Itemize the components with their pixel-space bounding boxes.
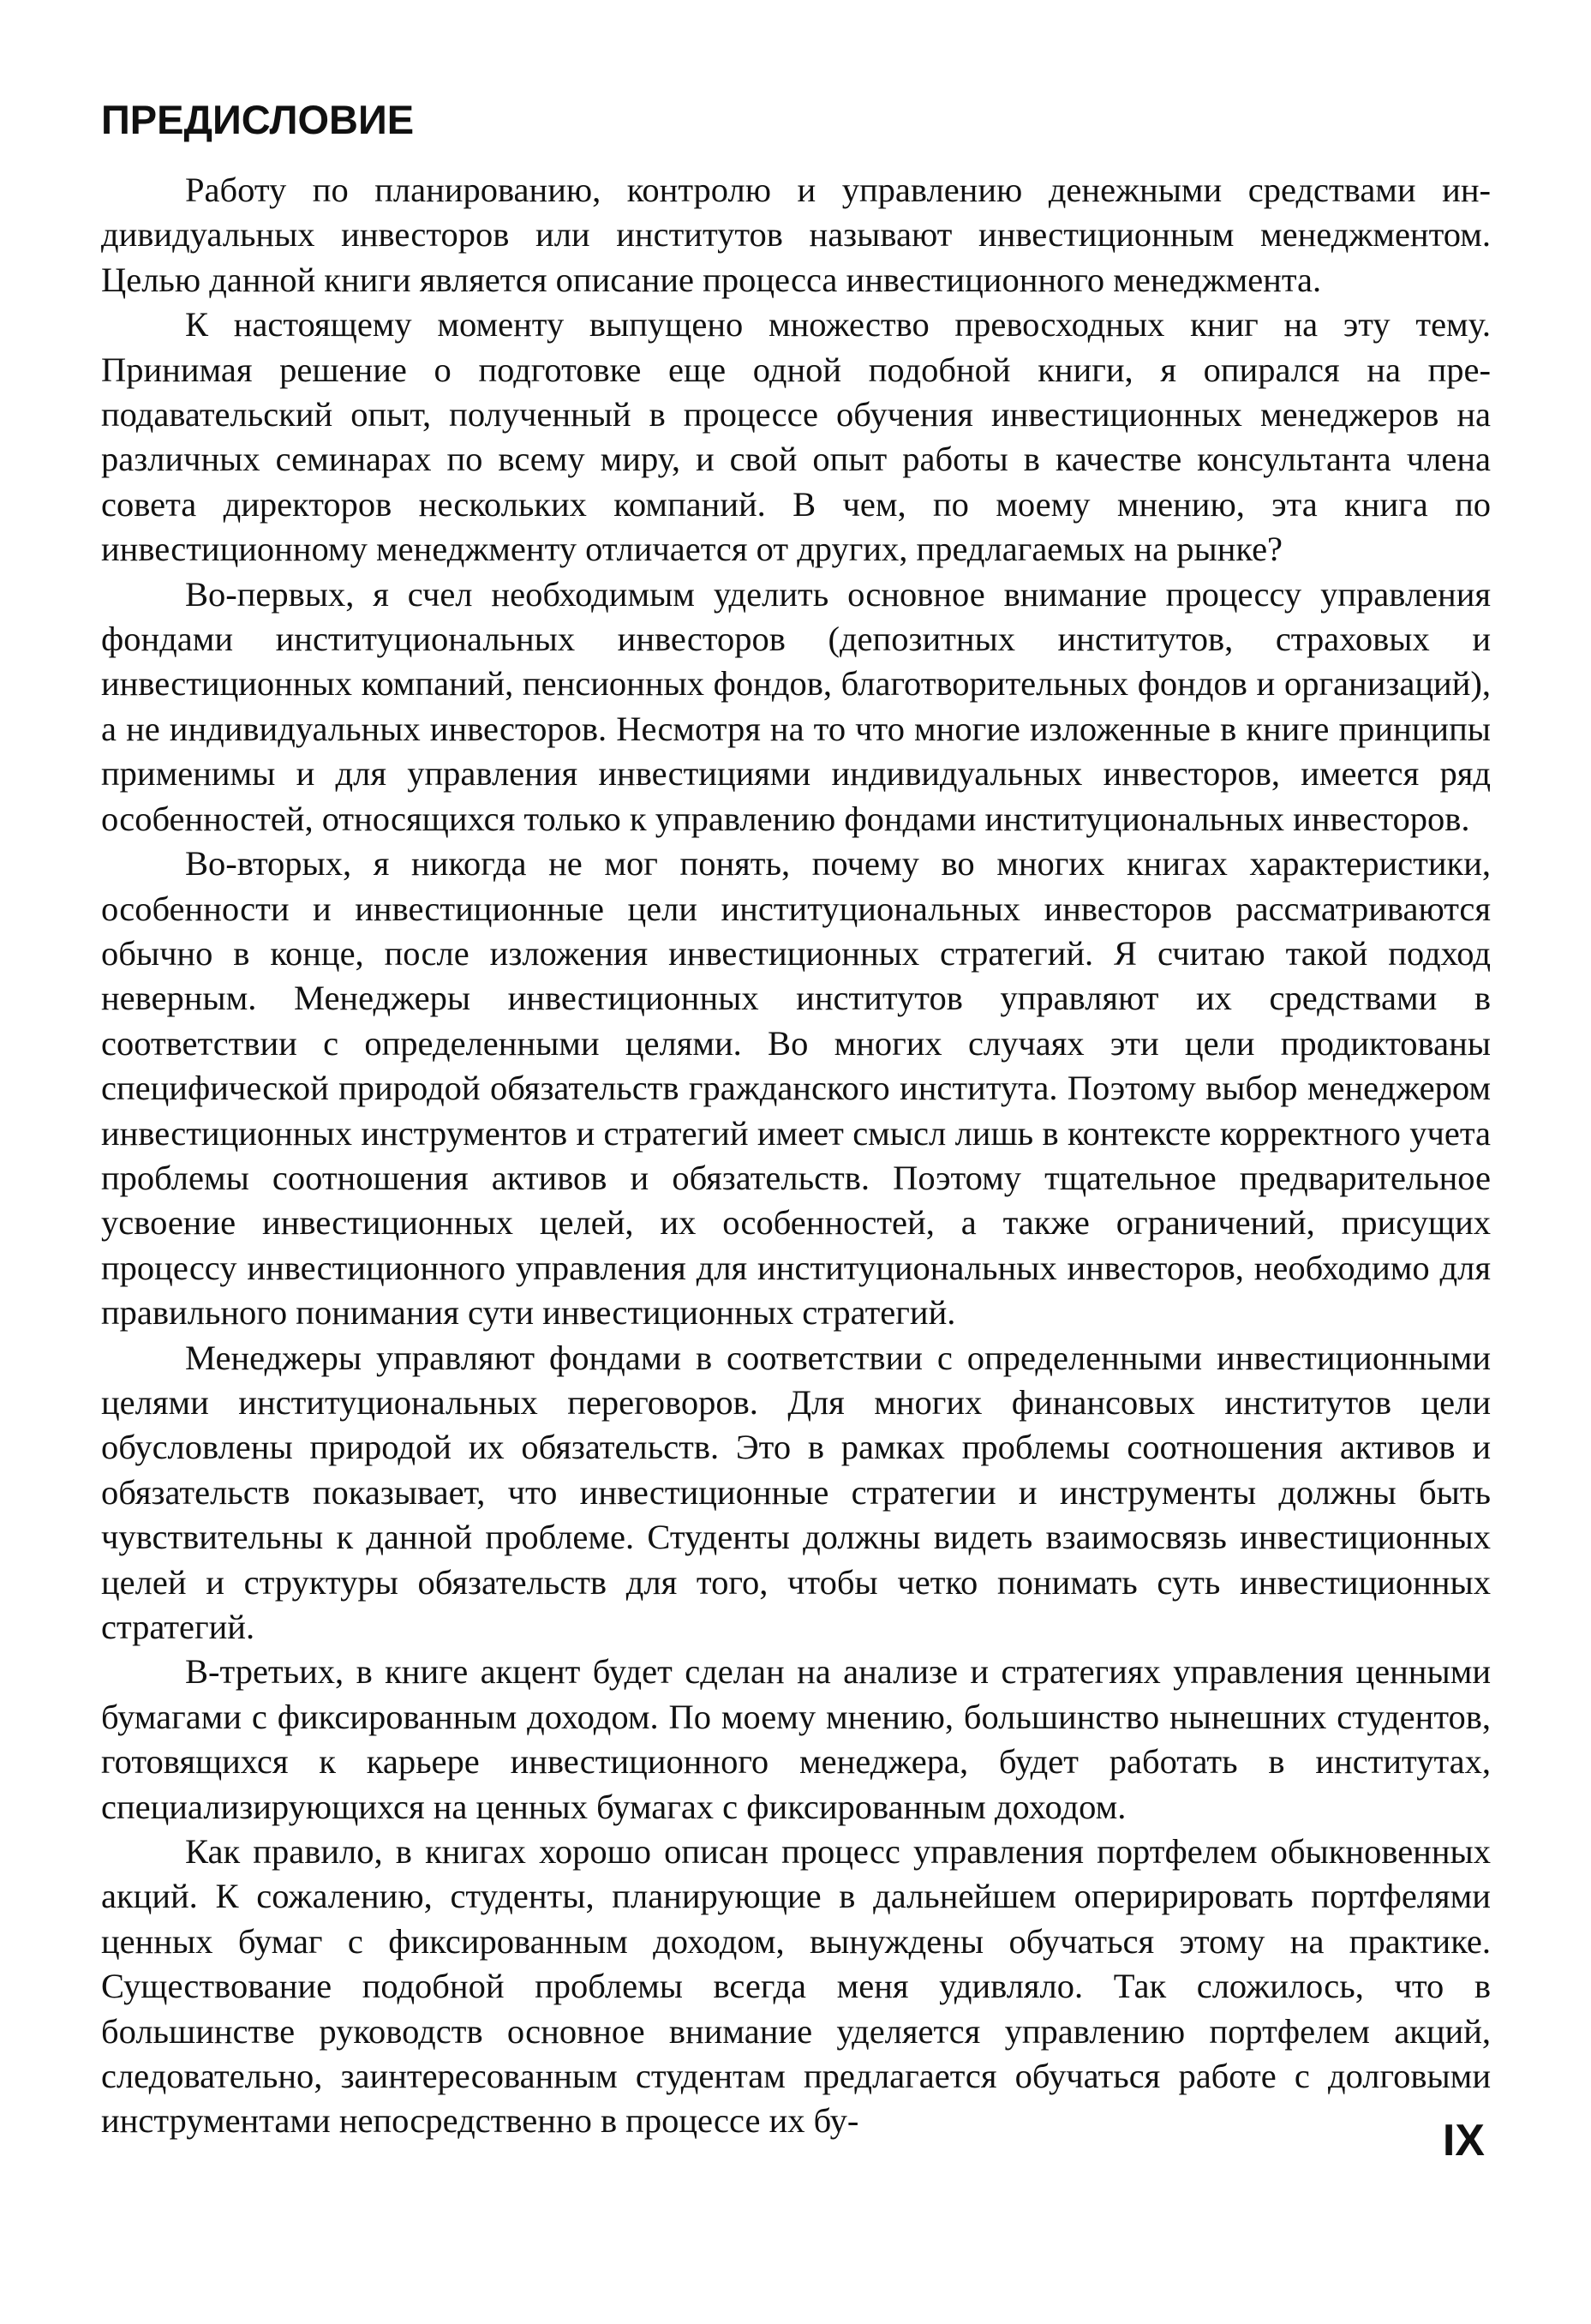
paragraph-2: К настоящему моменту выпущено множество превосходных книг на эту тему. Принимая решение о подготовке еще одной подобной книги, я опирался на преподавательский опыт, полученный в процессе обучения инвестиционных менеджеров на различных семинарах по всему миру, и свой опыт работы в качестве консультанта члена совета директоров нескольких компаний. В чем, по моему мнению, эта книга по инвестиционному менеджменту отличается от других, предлагаемых на рынке? xyxy=(101,305,1491,569)
page-content xyxy=(101,94,1491,2144)
paragraph-1: Работу по планированию, контролю и управлению денежными средствами индивидуальных инвесторов или институтов называют инвестиционным менеджментом. Целью данной книги является описание процесса инвестиционного менеджмента. xyxy=(101,171,1491,299)
paragraph-5: Менеджеры управляют фондами в соответствии с определенными инвестиционными целями институциональных переговоров. Для многих финансовых институтов цели обусловлены природой их обязательств. Это в рамках проблемы соотношения активов и обязательств показывает, что инвестиционные стратегии и инструменты должны быть чувствительны к данной проблеме. Студенты должны видеть взаимосвязь инвестиционных целей и структуры обязательств для того, чтобы четко понимать суть инвестиционных стратегий. xyxy=(101,1338,1491,1646)
paragraph-6: В-третьих, в книге акцент будет сделан на анализе и стратегиях управления ценными бумагами с фиксированным доходом. По моему мнению, большинство нынешних студентов, готовящихся к карьере инвестиционного менеджера, будет работать в институтах, специализирующихся на ценных бумагах с фиксированным доходом. xyxy=(101,1652,1491,1826)
page-number: IX xyxy=(1442,2116,1485,2165)
page-title: ПРЕДИСЛОВИЕ xyxy=(101,97,415,142)
body-text xyxy=(101,168,1491,2144)
paragraph-3: Во-первых, я счел необходимым уделить основное внимание процессу управления фондами институциональных инвесторов (депозитных институтов, страховых и инвестиционных компаний, пенсионных фондов, благотворительных фондов и организаций), а не индивидуальных инвесторов. Несмотря на то что многие изложенные в книге принципы применимы и для управления инвестициями индивидуальных инвесторов, имеется ряд особенностей, относящихся только к управлению фондами институциональных инвесторов. xyxy=(101,574,1491,838)
paragraph-4: Во-вторых, я никогда не мог понять, почему во многих книгах характеристики, особенности и инвестиционные цели институциональных инвесторов рассматриваются обычно в конце, после изложения инвестиционных стратегий. Я считаю такой подход неверным. Менеджеры инвестиционных институтов управляют их средствами в соответствии с определенными целями. Во многих случаях эти цели продиктованы специфической природой обязательств гражданского института. Поэтому выбор менеджером инвестиционных инструментов и стратегий имеет смысл лишь в контексте корректного учета проблемы соотношения активов и обязательств. Поэтому тщательное предварительное усвоение инвестиционных целей, их особенностей, а также ограничений, присущих процессу инвестиционного управления для институциональных инвесторов, необходимо для правильного понимания сути инвестиционных стратегий. xyxy=(101,844,1491,1333)
paragraph-7: Как правило, в книгах хорошо описан процесс управления портфелем обыкновенных акций. К сожалению, студенты, планирующие в дальнейшем оперирировать портфелями ценных бумаг с фиксированным доходом, вынуждены обучаться этому на практике. Существование подобной проблемы всегда меня удивляло. Так сложилось, что в большинстве руководств основное внимание уделяется управлению портфелем акций, следовательно, заинтересованным студентам предлагается обучаться работе с долговыми инструментами непосредственно в процессе их бу- xyxy=(101,1832,1491,2141)
